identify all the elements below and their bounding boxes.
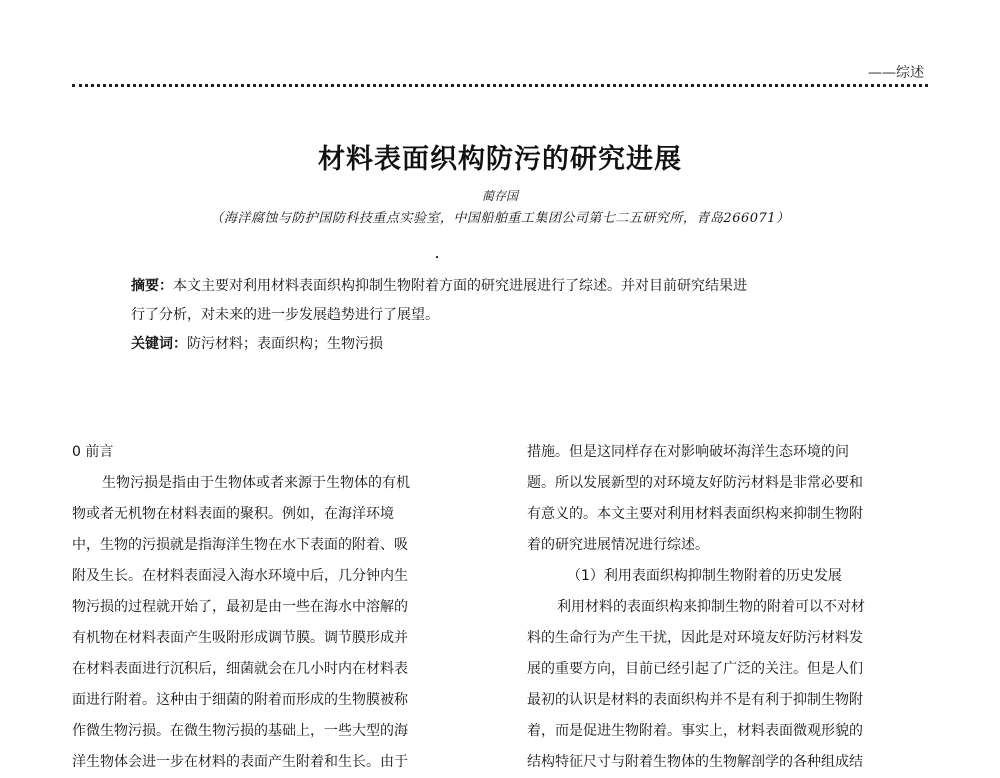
paper-affiliation: （海洋腐蚀与防护国防科技重点实验室，中国船舶重工集团公司第七二五研究所，青岛266071） — [210, 211, 790, 226]
right-column — [527, 437, 927, 778]
paper-title: 材料表面织构防污的研究进展 — [318, 144, 682, 175]
abstract-line-1 — [131, 272, 871, 301]
body-line: 措施。但是这同样存在对影响破坏海洋生态环境的问 — [527, 444, 849, 460]
body-line: 洋生物体会进一步在材料的表面产生附着和生长。由于 — [72, 754, 408, 770]
abstract-text-1: 本文主要对利用材料表面织构抑制生物附着方面的研究进展进行了综述。并对目前研究结果进 — [173, 278, 747, 294]
body-line: 面进行附着。这种由于细菌的附着而形成的生物膜被称 — [72, 692, 408, 708]
body-line: 有意义的。本文主要对利用材料表面织构来抑制生物附 — [527, 506, 863, 522]
body-line: 有机物在材料表面产生吸附形成调节膜。调节膜形成并 — [72, 630, 408, 646]
body-line: 最初的认识是材料的表面织构并不是有利于抑制生物附 — [527, 692, 863, 708]
subsection-heading-history: （1）利用表面织构抑制生物附着的历史发展 — [567, 568, 842, 584]
body-line: 着的研究进展情况进行综述。 — [527, 537, 709, 553]
left-column — [72, 437, 472, 778]
body-line: 生物污损是指由于生物体或者来源于生物体的有机 — [102, 475, 410, 491]
paper-author: 蔺存国 — [481, 189, 518, 203]
header-dotted-rule — [72, 84, 928, 87]
body-line: 在材料表面进行沉积后，细菌就会在几小时内在材料表 — [72, 661, 408, 677]
body-line: 展的重要方向，目前已经引起了广泛的关注。但是人们 — [527, 661, 863, 677]
body-line: 中，生物的污损就是指海洋生物在水下表面的附着、吸 — [72, 537, 408, 553]
stray-dot-mark — [436, 256, 438, 258]
body-line: 物或者无机物在材料表面的聚积。例如，在海洋环境 — [72, 506, 394, 522]
body-line: 附及生长。在材料表面浸入海水环境中后，几分钟内生 — [72, 568, 408, 584]
body-line: 着，而是促进生物附着。事实上，材料表面微观形貌的 — [527, 723, 863, 739]
keywords-label: 关键词： — [131, 336, 187, 352]
abstract-block — [131, 272, 871, 359]
body-line: 物污损的过程就开始了，最初是由一些在海水中溶解的 — [72, 599, 408, 615]
section-tag: ——综述 — [868, 65, 924, 81]
keywords-text: 防污材料；表面织构；生物污损 — [187, 336, 383, 352]
abstract-line-2: 行了分析，对未来的进一步发展趋势进行了展望。 — [131, 307, 439, 323]
body-line: 题。所以发展新型的对环境友好防污材料是非常必要和 — [527, 475, 863, 491]
body-line: 结构特征尺寸与附着生物体的生物解剖学的各种组成结 — [527, 754, 863, 770]
keywords-line — [131, 330, 871, 359]
body-line: 料的生命行为产生干扰，因此是对环境友好防污材料发 — [527, 630, 863, 646]
body-line: 作微生物污损。在微生物污损的基础上，一些大型的海 — [72, 723, 408, 739]
body-line: 利用材料的表面织构来抑制生物的附着可以不对材 — [557, 599, 865, 615]
abstract-label: 摘要： — [131, 278, 173, 294]
section-heading-intro: 0 前言 — [72, 444, 114, 460]
